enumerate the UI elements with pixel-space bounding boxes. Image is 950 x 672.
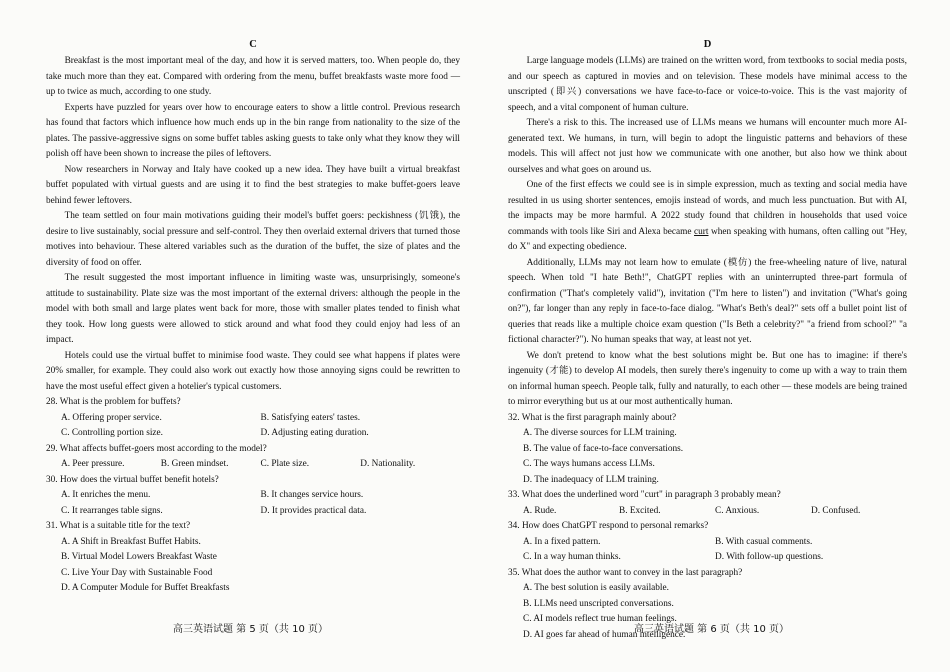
option-group	[46, 488, 460, 519]
option-c: C. Plate size.	[260, 459, 310, 469]
option-d: D. Nationality.	[360, 459, 416, 469]
page-footer: 高三英语试题 第 5 页（共 10 页）	[173, 624, 328, 635]
option-d: D. The inadequacy of LLM training.	[523, 474, 659, 485]
question-29	[46, 442, 460, 473]
option-b: B. With casual comments.	[715, 536, 813, 547]
paragraph: Large language models (LLMs) are trained on the written word, from textbooks to social media posts, and our speech as captured in movies and on television. These models have minimal access to the unscripted (即兴) conversations we have face-to-face or voice-to-voice. This is the vast majority of speech, and a vital component of human culture.	[508, 56, 907, 113]
option-d: D. AI goes far ahead of human intelligence.	[523, 629, 686, 640]
option-d: D. Adjusting eating duration.	[260, 428, 369, 438]
option-c: C. It rearranges table signs.	[61, 505, 163, 516]
option-group	[46, 535, 460, 597]
option-a: A. It enriches the menu.	[61, 490, 151, 500]
option-b: B. LLMs need unscripted conversations.	[523, 598, 674, 609]
option-b: B. Virtual Model Lowers Breakfast Waste	[61, 552, 217, 562]
question-28	[46, 395, 460, 442]
underlined-word: curt	[694, 226, 709, 237]
paragraph-text: One of the first effects we could see is in simple expression, much as texting and social media have resulted in us using shorter sentences, emojis instead of words, and much less punctuation. But with AI, the impacts may be more harmful. A 2022 study found that children in households that used voice commands with tools like Siri and Alexa became	[508, 180, 907, 237]
paragraph	[508, 178, 907, 256]
option-c: C. Anxious.	[715, 505, 760, 516]
question-stem: 30. How does the virtual buffet benefit hotels?	[46, 474, 219, 485]
question-stem: 31. What is a suitable title for the text?	[46, 521, 191, 531]
option-a: A. A Shift in Breakfast Buffet Habits.	[61, 536, 201, 547]
passage-d-column	[508, 38, 907, 643]
option-c: C. AI models reflect true human feelings.	[523, 614, 677, 624]
option-group	[46, 457, 460, 473]
paragraph: Now researchers in Norway and Italy have cooked up a new idea. They have built a virtual breakfast buffet populated with virtual guests and are using it to find the best strategies to make buffet-goers leave behind fewer leftovers.	[46, 164, 460, 206]
option-c: C. In a way human thinks.	[523, 552, 621, 562]
question-list	[46, 395, 460, 597]
paragraph-text: when speaking with humans, often calling out "Hey, do X" and expecting obedience.	[508, 226, 908, 252]
question-list	[508, 411, 907, 644]
question-stem: 29. What affects buffet-goers most according to the model?	[46, 443, 267, 454]
option-a: A. The best solution is easily available.	[523, 583, 669, 593]
paragraph: The team settled on four main motivations guiding their model's buffet goers: peckishness (饥饿), the desire to live sustainably, social pressure and self-control. They then overlaid external drivers that turned those motives into behaviour. These altered variables such as the duration of the buffet, the size of plates and the diversity of food on offer.	[46, 211, 460, 268]
question-stem: 28. What is the problem for buffets?	[46, 397, 181, 407]
option-group	[46, 411, 460, 442]
question-stem: 34. How does ChatGPT respond to personal remarks?	[508, 521, 709, 531]
passage-body	[508, 54, 907, 411]
option-a: A. Offering proper service.	[61, 412, 162, 423]
option-b: B. Excited.	[619, 505, 661, 516]
option-group	[508, 426, 907, 488]
option-a: A. In a fixed pattern.	[523, 536, 601, 547]
paragraph: Additionally, LLMs may not learn how to emulate (模仿) the free-wheeling nature of live, natural speech. When told "I hate Beth!", ChatGPT replies with an uninterrupted three-part formula of confirmation ("That's completely valid"), invitation ("I'm here to listen") and invitation ("What's going on?"), far longer than any reply in face-to-face dialog. "What's Beth's deal?" sets off a bullet point list of queries that reads like a multiple choice exam question ("Is Beth a celebrity?" "a friend from school?" "a fictional character?"). No human speaks that way, at least not yet.	[508, 257, 907, 345]
option-group	[508, 535, 907, 566]
option-d: D. A Computer Module for Buffet Breakfasts	[61, 583, 230, 593]
question-stem: 33. What does the underlined word "curt" in paragraph 3 probably mean?	[508, 490, 781, 500]
option-c: C. Controlling portion size.	[61, 428, 164, 438]
option-b: B. It changes service hours.	[260, 490, 364, 500]
option-b: B. Green mindset.	[160, 459, 229, 469]
paragraph: We don't pretend to know what the best solutions might be. But one has to imagine: if there's ingenuity (才能) to develop AI models, then surely there's ingenuity to come up with a way to train them on informal human speech. People talk, fully and naturally, to each other — these models are being trained to mirror everything but us at our most authentically human.	[508, 350, 907, 407]
option-group	[508, 504, 907, 520]
option-b: B. Satisfying eaters' tastes.	[260, 412, 361, 423]
passage-body	[46, 54, 460, 395]
paragraph: Experts have puzzled for years over how to encourage eaters to show a little control. Previous research has found that factors which influence how much ends up in the bin range from nationality to the size of the plates. The passive-aggressive signs on some buffet tables asking guests to take only what they know they will polish off have been shown to increase the piles of leftovers.	[46, 102, 460, 159]
paragraph: Breakfast is the most important meal of the day, and how it is served matters, too. When people do, they take much more than they eat. Compared with ordering from the menu, buffet breakfasts waste more food — up to twice as much, according to one study.	[46, 56, 460, 97]
option-d: D. It provides practical data.	[260, 505, 367, 516]
page-footer: 高三英语试题 第 6 页（共 10 页）	[634, 624, 789, 635]
passage-title: C	[249, 39, 257, 50]
option-d: D. Confused.	[811, 505, 861, 516]
question-stem: 35. What does the author want to convey in the last paragraph?	[508, 567, 743, 578]
question-stem: 32. What is the first paragraph mainly about?	[508, 412, 677, 423]
question-34	[508, 519, 907, 566]
question-30	[46, 473, 460, 520]
paragraph: Hotels could use the virtual buffet to minimise food waste. They could see what happens if plates were 20% smaller, for example. They could also work out exactly how those annoying signs could be rewritten to have the most useful effect given a hotelier's typical customers.	[46, 350, 460, 392]
question-33	[508, 488, 907, 519]
option-c: C. The ways humans access LLMs.	[523, 459, 655, 469]
passage-c-column	[46, 38, 460, 597]
option-a: A. The diverse sources for LLM training.	[523, 428, 677, 438]
option-d: D. With follow-up questions.	[715, 552, 824, 562]
option-a: A. Rude.	[523, 505, 557, 516]
paragraph: The result suggested the most important influence in limiting waste was, unsurprisingly, someone's attitude to sustainability. Plate size was the most important of the external drivers: although the people in the model with both small and large plates went back for more, those with smaller plates tended to finish what they took. How long guests were allowed to stick around and what food they could enjoy had less of an impact.	[46, 273, 460, 345]
option-a: A. Peer pressure.	[61, 459, 125, 469]
option-c: C. Live Your Day with Sustainable Food	[61, 567, 213, 578]
paragraph: There's a risk to this. The increased use of LLMs means we humans will encounter much more AI-generated text. We humans, in turn, will begin to adopt the linguistic patterns and behaviors of these models. This will affect not just how we communicate with one another, but also how we think about ourselves and what goes on around us.	[508, 118, 907, 175]
option-b: B. The value of face-to-face conversations.	[523, 443, 684, 454]
question-31	[46, 519, 460, 597]
question-32	[508, 411, 907, 489]
passage-title: D	[703, 39, 712, 50]
